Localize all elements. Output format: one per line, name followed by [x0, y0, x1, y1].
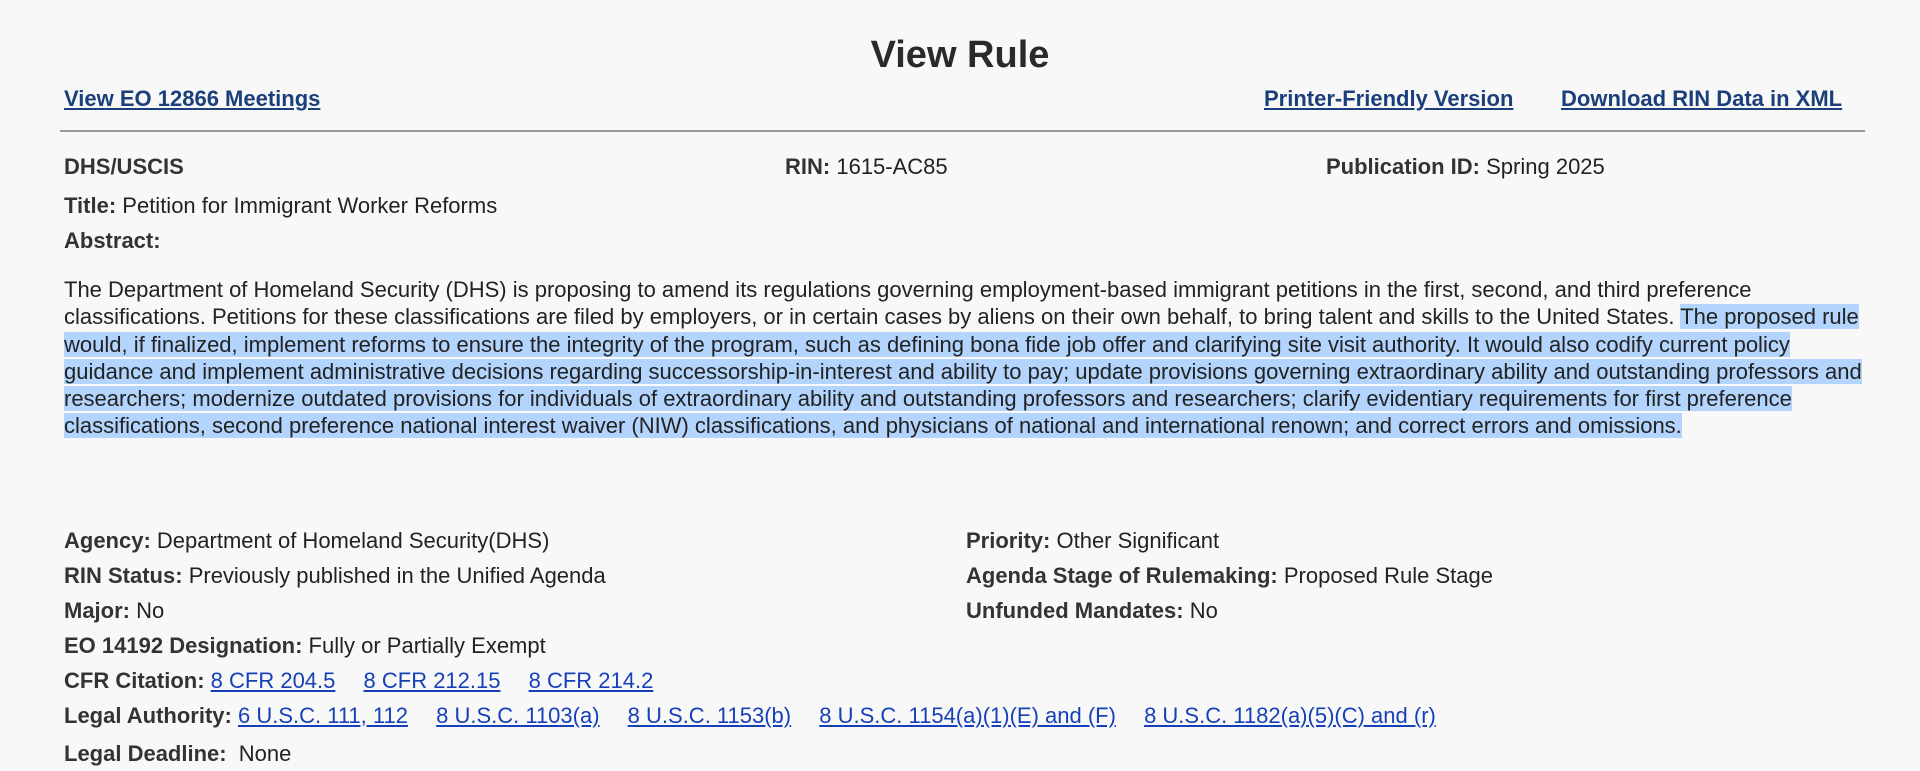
- rin-field: [785, 154, 948, 180]
- header-divider: [60, 130, 1865, 132]
- agency-label: Agency:: [64, 528, 151, 553]
- unfunded-mandates-value: No: [1189, 598, 1218, 623]
- abstract-heading: [64, 228, 161, 254]
- rin-status-value: Previously published in the Unified Agenda: [188, 563, 606, 588]
- eo-designation-label: EO 14192 Designation:: [64, 633, 303, 658]
- legal-deadline-value: None: [238, 741, 292, 766]
- priority-value: Other Significant: [1056, 528, 1220, 553]
- agency-field: [64, 528, 549, 554]
- unfunded-mandates-field: [966, 598, 1218, 624]
- eo-meetings-link[interactable]: View EO 12866 Meetings: [64, 86, 321, 111]
- priority-field: [966, 528, 1219, 554]
- eo-designation-value: Fully or Partially Exempt: [308, 633, 546, 658]
- legal-deadline-label: Legal Deadline:: [64, 741, 227, 766]
- cfr-citation-link[interactable]: 8 CFR 212.15: [363, 668, 501, 693]
- page-title: View Rule: [870, 34, 1050, 76]
- title-label: Title:: [64, 193, 117, 218]
- legal-authority-link[interactable]: 6 U.S.C. 111, 112: [237, 703, 408, 728]
- agency-code: [64, 154, 184, 180]
- agency-value: Department of Homeland Security(DHS): [156, 528, 550, 553]
- priority-label: Priority:: [966, 528, 1051, 553]
- legal-authority-link[interactable]: 8 U.S.C. 1153(b): [627, 703, 792, 728]
- major-value: No: [136, 598, 165, 623]
- abstract-plain-text: The Department of Homeland Security (DHS) is proposing to amend its regulations governing employment-based immigrant petitions in the first, second, and third preference classifications. Petitions for these classifications are filed by employers, or in certain cases by aliens on their own behalf, to bring talent and skills to the United States.: [64, 277, 1752, 330]
- agenda-stage-label: Agenda Stage of Rulemaking:: [966, 563, 1278, 588]
- major-field: [64, 598, 164, 624]
- agency-code-value: DHS/USCIS: [64, 154, 184, 179]
- cfr-citation-link[interactable]: 8 CFR 204.5: [210, 668, 336, 693]
- legal-authority-label: Legal Authority:: [64, 703, 232, 728]
- rin-status-field: [64, 563, 606, 589]
- agenda-stage-value: Proposed Rule Stage: [1283, 563, 1493, 588]
- unfunded-mandates-label: Unfunded Mandates:: [966, 598, 1184, 623]
- rin-label: RIN:: [785, 154, 831, 179]
- rin-value: 1615-AC85: [836, 154, 948, 179]
- publication-id-label: Publication ID:: [1326, 154, 1480, 179]
- publication-id-value: Spring 2025: [1486, 154, 1605, 179]
- title-field: [64, 193, 497, 219]
- legal-authority-field: [64, 703, 1436, 729]
- publication-id-field: [1326, 154, 1605, 180]
- abstract-selected-text: The proposed rule would, if finalized, implement reforms to ensure the integrity of the program, such as defining bona fide job offer and clarifying site visit authority. It would also codify current policy guidance and implement administrative decisions regarding successorship-in-interest and ability to pay; update provisions governing extraordinary ability and outstanding professors and researchers; modernize outdated provisions for individuals of extraordinary ability and outstanding professors and researchers; clarify evidentiary requirements for first preference classifications, second preference national interest waiver (NIW) classifications, and physicians of national and international renown; and correct errors and omissions.: [64, 304, 1862, 439]
- title-value: Petition for Immigrant Worker Reforms: [122, 193, 498, 218]
- legal-authority-link[interactable]: 8 U.S.C. 1154(a)(1)(E) and (F): [819, 703, 1116, 728]
- legal-authority-link[interactable]: 8 U.S.C. 1103(a): [436, 703, 600, 728]
- legal-authority-link[interactable]: 8 U.S.C. 1182(a)(5)(C) and (r): [1144, 703, 1436, 728]
- eo-designation-field: [64, 633, 546, 659]
- abstract-text: [64, 276, 1864, 440]
- major-label: Major:: [64, 598, 130, 623]
- download-xml-link[interactable]: Download RIN Data in XML: [1561, 86, 1843, 111]
- abstract-label: Abstract:: [64, 228, 161, 253]
- rin-status-label: RIN Status:: [64, 563, 183, 588]
- printer-friendly-link[interactable]: Printer-Friendly Version: [1264, 86, 1514, 111]
- legal-deadline-field: [64, 741, 291, 767]
- cfr-citation-label: CFR Citation:: [64, 668, 205, 693]
- cfr-citation-field: [64, 668, 653, 694]
- agenda-stage-field: [966, 563, 1493, 589]
- cfr-citation-link[interactable]: 8 CFR 214.2: [528, 668, 654, 693]
